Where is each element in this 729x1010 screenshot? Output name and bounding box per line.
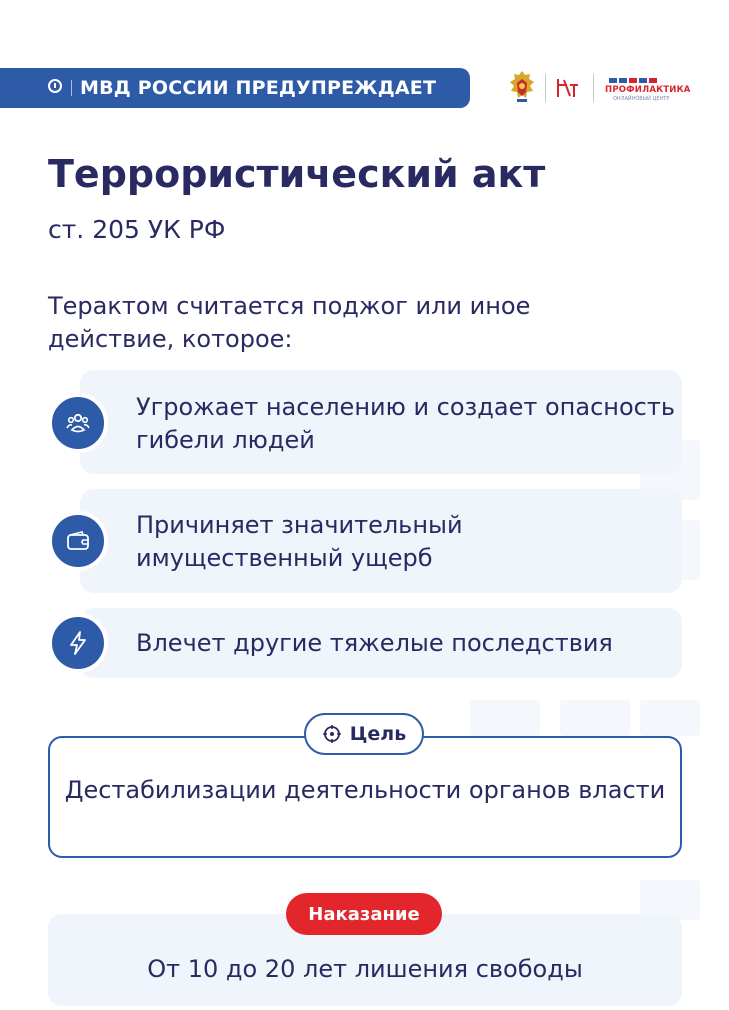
goal-label-pill	[304, 713, 424, 755]
target-icon	[322, 724, 342, 744]
mvd-emblem-icon	[509, 70, 535, 104]
item-icon-circle	[48, 613, 108, 673]
item-text: Угрожает населению и создает опасность гибели людей	[136, 393, 675, 454]
profilaktika-subtitle: ОНЛАЙНОВЫЙ ЦЕНТР	[613, 96, 670, 102]
page-subtitle: ст. 205 УК РФ	[48, 215, 226, 244]
banner-divider	[71, 80, 72, 96]
penalty-label-pill	[286, 893, 442, 935]
item-text: Влечет другие тяжелые последствия	[136, 629, 613, 657]
banner-text: МВД РОССИИ ПРЕДУПРЕЖДАЕТ	[80, 77, 437, 99]
profilaktika-bars	[609, 78, 657, 83]
item-icon-circle	[48, 393, 108, 453]
intro-text: Терактом считается поджог или иное действие, которое:	[48, 292, 531, 353]
logo-divider	[545, 74, 546, 102]
red-bracket-logo-icon	[555, 76, 581, 100]
header-banner	[0, 68, 470, 108]
logo-divider	[593, 74, 594, 102]
goal-label: Цель	[349, 723, 407, 745]
info-circle-icon	[48, 79, 62, 93]
wallet-icon	[65, 528, 91, 554]
item-text: Причиняет значительный имущественный ущерб	[136, 511, 463, 572]
item-icon-circle	[48, 511, 108, 571]
goal-text: Дестабилизации деятельности органов власти	[64, 776, 666, 804]
people-group-icon	[65, 410, 91, 436]
bg-decor	[640, 700, 700, 736]
profilaktika-title: ПРОФИЛАКТИКА	[605, 85, 691, 95]
page-title: Террористический акт	[48, 152, 546, 196]
lightning-icon	[65, 630, 91, 656]
header-logos	[505, 68, 705, 108]
bg-decor	[470, 700, 540, 736]
penalty-text: От 10 до 20 лет лишения свободы	[147, 955, 583, 983]
penalty-label: Наказание	[308, 903, 420, 925]
bg-decor	[560, 700, 630, 736]
